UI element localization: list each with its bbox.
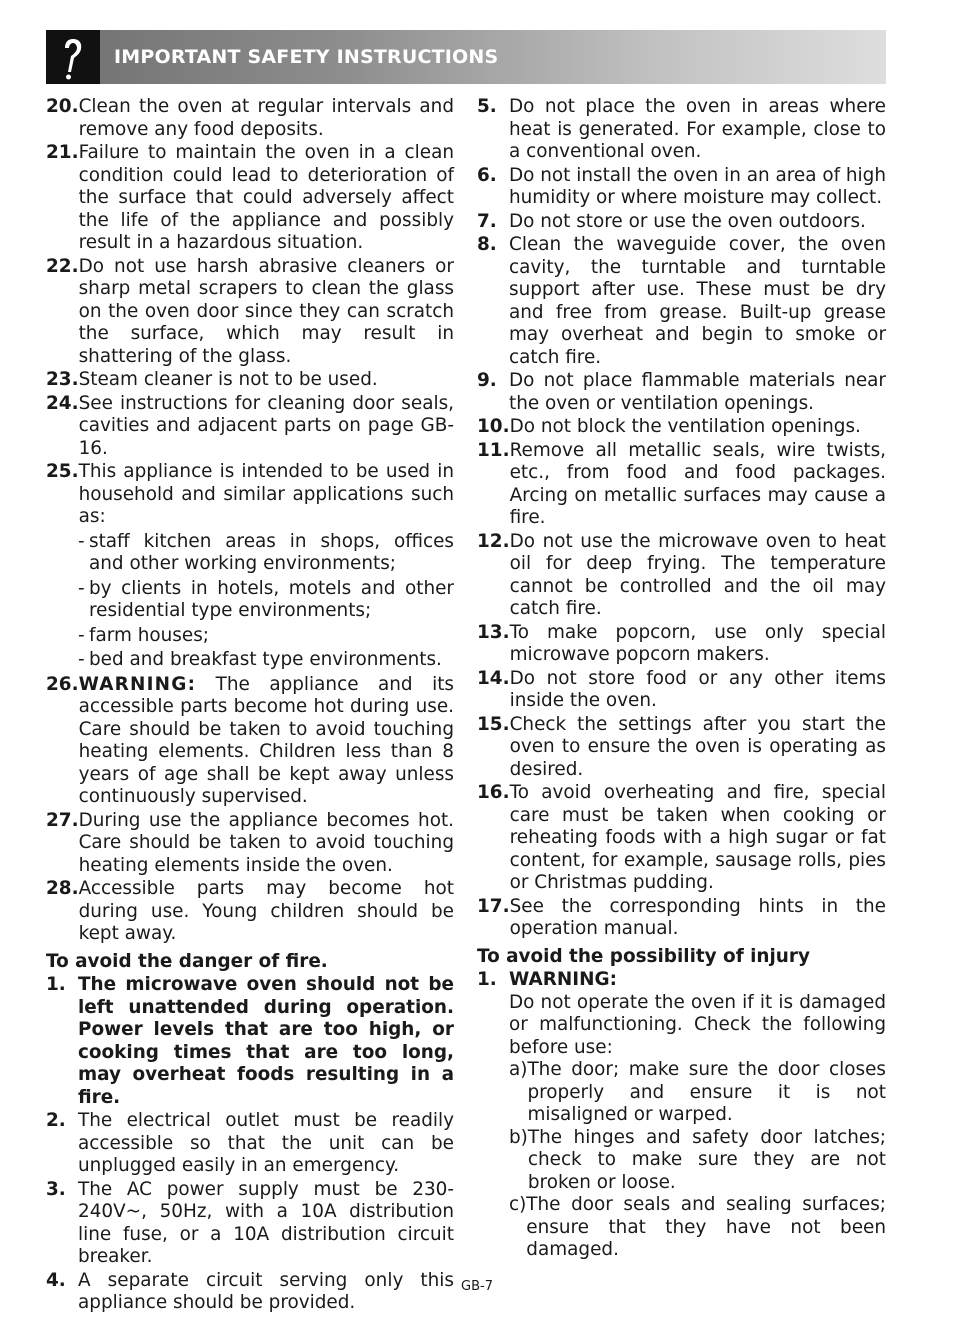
list-item: [46, 878, 454, 946]
item-text: [509, 370, 886, 415]
right-column: [477, 96, 886, 1263]
list-item: [46, 96, 454, 141]
list-item: [477, 896, 886, 941]
item-body: Steam cleaner is not to be used.: [78, 369, 378, 390]
item-number: 4.: [46, 1269, 66, 1291]
list-item: [477, 96, 886, 164]
item-number: 2.: [46, 1110, 66, 1131]
check-text: The hinges and safety door latches; check to make sure they are not broken or loose.: [527, 1126, 886, 1193]
list-item: [46, 369, 454, 392]
injury-heading: To avoid the possibility of injury: [477, 945, 810, 967]
item-text: [510, 622, 886, 667]
sub-list-item: [46, 578, 454, 623]
item-number: 20.: [46, 96, 79, 117]
item-body: This appliance is intended to be used in household and similar applications such as:: [78, 461, 454, 527]
item-number: 1.: [46, 974, 66, 995]
item-text: [78, 1179, 454, 1269]
sub-list-item: [46, 625, 454, 648]
sub-item-text: staff kitchen areas in shops, offices and other working environments;: [89, 530, 454, 574]
item-body: To make popcorn, use only special microwave popcorn makers.: [509, 621, 886, 665]
list-item: [477, 416, 886, 439]
item-number: 14.: [477, 667, 510, 689]
check-text: The door seals and sealing surfaces; ensure that they have not been damaged.: [526, 1194, 886, 1260]
list-item: [46, 1179, 454, 1269]
item-body: Do not use harsh abrasive cleaners or sharp metal scrapers to clean the glass on the oven door since they can scratch the surface, which may result in shattering of the glass.: [78, 255, 454, 367]
warning-label: WARNING:: [78, 673, 197, 695]
item-body: Do not place flammable materials near the oven or ventilation openings.: [509, 370, 886, 414]
item-number: 16.: [477, 782, 510, 803]
dash: -: [78, 530, 85, 552]
list-item: [46, 256, 454, 369]
item-number: 1.: [477, 969, 497, 990]
item-text: [78, 1110, 454, 1178]
list-item: [477, 211, 886, 234]
dash: -: [78, 577, 85, 599]
item-number: 28.: [46, 878, 79, 899]
item-text: [79, 674, 454, 809]
item-text: [79, 256, 454, 369]
item-number: 26.: [46, 673, 79, 695]
page-title: IMPORTANT SAFETY INSTRUCTIONS: [114, 46, 499, 68]
item-text: [78, 974, 454, 1109]
item-number: 23.: [46, 369, 79, 390]
item-body: Do not use the microwave oven to heat oil for deep frying. The temperature cannot be controlled and the oil may catch fire.: [509, 530, 886, 619]
item-number: 21.: [46, 142, 79, 163]
list-item: [477, 234, 886, 369]
item-number: 13.: [477, 621, 510, 643]
dash: -: [78, 624, 85, 646]
item-number: 27.: [46, 809, 79, 831]
item-body: The electrical outlet must be readily accessible so that the unit can be unplugged easily in an emergency.: [78, 1110, 454, 1176]
list-item: [477, 668, 886, 713]
item-number: 22.: [46, 255, 79, 277]
item-body: Do not store or use the oven outdoors.: [509, 210, 866, 232]
sub-list-item: [46, 649, 454, 672]
left-column: [46, 96, 454, 1316]
item-text: [510, 531, 886, 621]
check-item: [509, 1194, 886, 1262]
list-item: [46, 810, 454, 878]
list-item: [477, 782, 886, 895]
item-body: Do not install the oven in an area of high humidity or where moisture may collect.: [509, 164, 886, 208]
item-body: See instructions for cleaning door seals, cavities and adjacent parts on page GB-16.: [78, 392, 454, 459]
item-number: 10.: [477, 416, 510, 437]
list-item: [46, 393, 454, 461]
usage-list: [46, 531, 454, 672]
check-item: [509, 1127, 886, 1195]
section-header: [46, 30, 886, 84]
item-body: The microwave oven should not be left unattended during operation. Power levels that are too high, or cooking times that are too long, may overheat foods resulting in a fire.: [78, 974, 454, 1108]
item-text: [510, 440, 886, 530]
item-number: 6.: [477, 164, 497, 186]
item-text: Do not operate the oven if it is damaged or malfunctioning. Check the following before use:: [509, 991, 886, 1058]
sub-item-text: bed and breakfast type environments.: [89, 649, 442, 670]
item-text: [509, 165, 886, 210]
item-body: Clean the waveguide cover, the oven cavity, the turntable and turntable support after use. These must be dry and free from grease. Built-up grease may overheat and begin to smoke or catch fire.: [509, 234, 886, 368]
check-item: [509, 1059, 886, 1127]
item-body: Do not place the oven in areas where heat is generated. For example, close to a conventional oven.: [509, 96, 886, 162]
list-item: [477, 165, 886, 210]
item-text: [509, 211, 886, 234]
list-item: [477, 370, 886, 415]
item-text: [509, 234, 886, 369]
item-number: 24.: [46, 392, 79, 414]
item-text: [510, 668, 886, 713]
sub-item-text: farm houses;: [89, 624, 209, 646]
item-body: Clean the oven at regular intervals and remove any food deposits.: [78, 96, 454, 140]
item-body: A separate circuit serving only this appliance should be provided.: [78, 1269, 454, 1313]
item-text: [510, 714, 886, 782]
item-body: See the corresponding hints in the operation manual.: [509, 895, 886, 939]
check-text: The door; make sure the door closes properly and ensure it is not misaligned or warped.: [527, 1059, 886, 1125]
item-text: [79, 461, 454, 529]
item-body: The AC power supply must be 230-240V~, 50Hz, with a 10A distribution line fuse, or a 10A distribution circuit breaker.: [78, 1178, 454, 1267]
item-body: To avoid overheating and fire, special care must be taken when cooking or reheating foods with a high sugar or fat content, for example, sausage rolls, pies or Christmas pudding.: [509, 782, 886, 893]
item-text: [79, 369, 454, 392]
item-number: 3.: [46, 1178, 66, 1200]
list-item: [46, 461, 454, 529]
list-item: [46, 674, 454, 809]
item-number: 25.: [46, 461, 79, 482]
list-item: [477, 531, 886, 621]
fire-heading: To avoid the danger of fire.: [46, 950, 328, 972]
item-number: 9.: [477, 370, 497, 391]
item-body: Do not store food or any other items inside the oven.: [509, 667, 886, 711]
dash: -: [78, 649, 85, 670]
item-body: Check the settings after you start the oven to ensure the oven is operating as desired.: [509, 713, 886, 780]
list-item: [477, 714, 886, 782]
list-item: [46, 974, 454, 1109]
item-letter: c): [509, 1194, 527, 1215]
item-number: 7.: [477, 210, 497, 232]
item-text: [510, 896, 886, 941]
item-text: [79, 878, 454, 946]
item-text: [510, 782, 886, 895]
item-body: Remove all metallic seals, wire twists, etc., from food and food packages. Arcing on metallic surfaces may cause a fire.: [509, 439, 886, 528]
info-icon: [46, 30, 100, 84]
item-body: Do not block the ventilation openings.: [509, 416, 861, 437]
item-text: [79, 142, 454, 255]
item-text: [510, 416, 886, 439]
item-number: 11.: [477, 439, 510, 461]
list-item: [46, 142, 454, 255]
item-letter: a): [509, 1059, 528, 1080]
list-item: [477, 622, 886, 667]
item-body: Failure to maintain the oven in a clean condition could lead to deterioration of the surface that could adversely affect the life of the appliance and possibly result in a hazardous situation.: [78, 142, 454, 253]
item-number: 8.: [477, 234, 497, 255]
list-item: [46, 1110, 454, 1178]
item-body: Accessible parts may become hot during use. Young children should be kept away.: [78, 878, 454, 944]
page-number: GB-7: [461, 1279, 493, 1294]
item-letter: b): [509, 1126, 528, 1148]
item-text: [509, 96, 886, 164]
item-text: [79, 96, 454, 141]
item-number: 5.: [477, 96, 497, 117]
list-item: [477, 440, 886, 530]
item-number: 15.: [477, 713, 510, 735]
check-list: [509, 1059, 886, 1262]
warning-label: WARNING:: [509, 969, 617, 990]
item-body: During use the appliance becomes hot. Care should be taken to avoid touching heating elements inside the oven.: [78, 809, 454, 876]
sub-item-text: by clients in hotels, motels and other residential type environments;: [89, 577, 454, 621]
item-text: [79, 393, 454, 461]
item-number: 12.: [477, 530, 510, 552]
item-text: [79, 810, 454, 878]
list-item: [477, 969, 886, 1262]
sub-list-item: [46, 531, 454, 576]
item-body: The appliance and its accessible parts become hot during use. Care should be taken to avoid touching heating elements. Children less than 8 years of age shall be kept away unless continuously supervised.: [78, 673, 454, 807]
item-number: 17.: [477, 895, 510, 917]
